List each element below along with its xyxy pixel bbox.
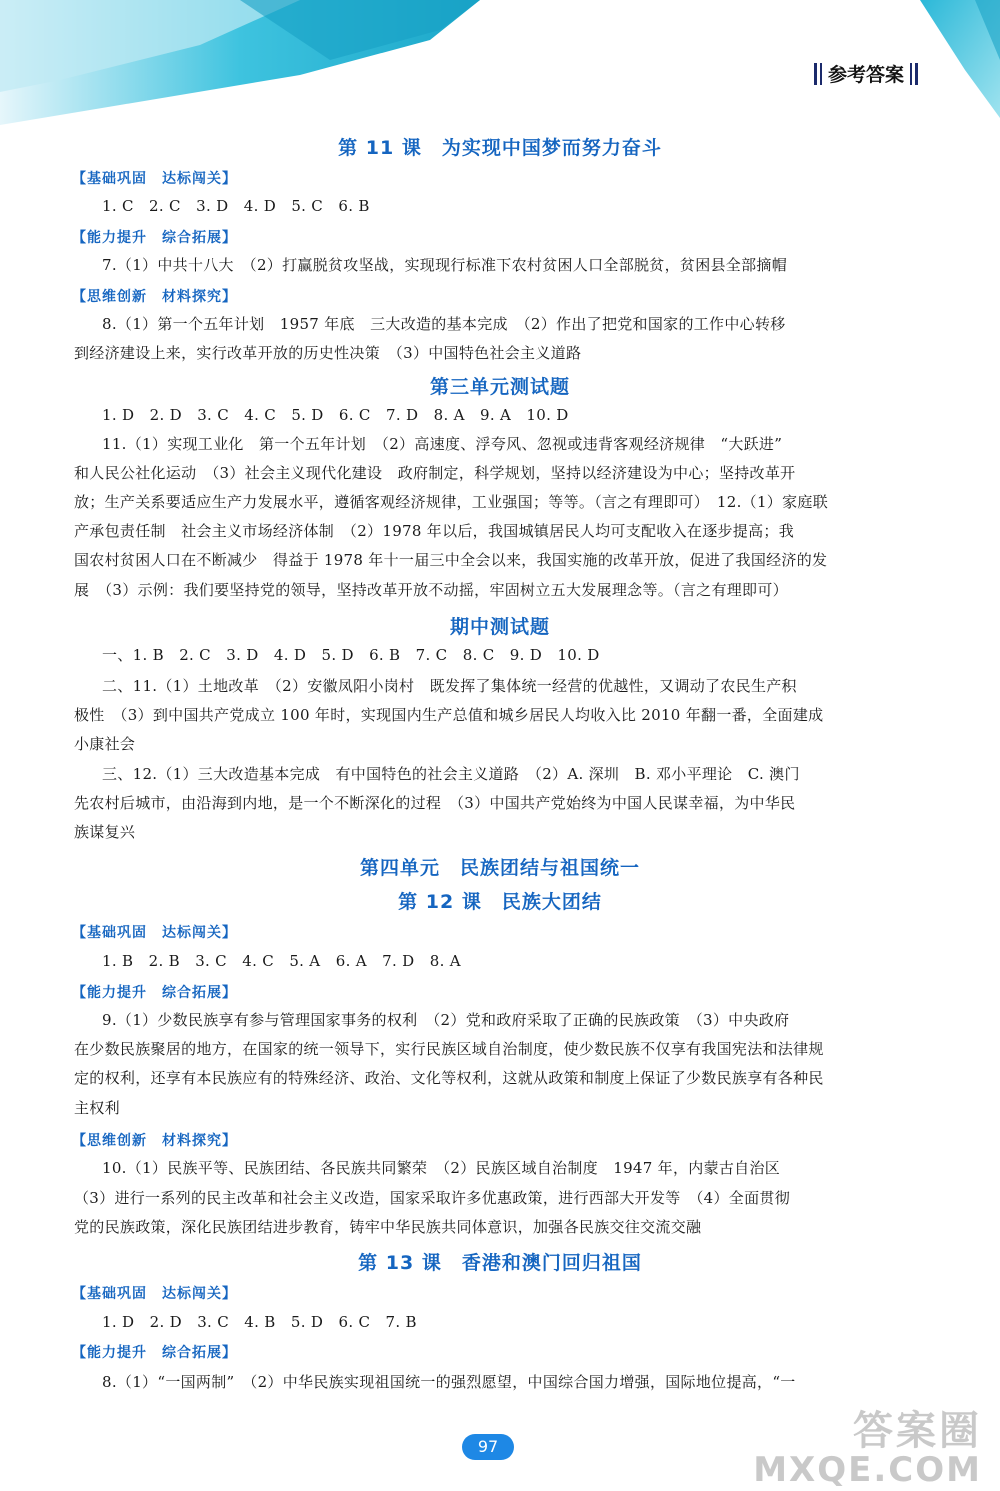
lesson13-answers-basic: 1. D 2. D 3. C 4. B 5. D 6. C 7. B bbox=[102, 1313, 417, 1331]
unit3-answer-line: 展 （3）示例：我们要坚持党的领导，坚持改革开放不动摇，牢固树立五大发展理念等。（言之有理即可） bbox=[74, 581, 788, 599]
unit4-title: 第四单元 民族团结与祖国统一 bbox=[359, 857, 640, 879]
unit3-answer-line: 放；生产关系要适应生产力发展水平，遵循客观经济规律，工业强国；等等。（言之有理即可） 12.（1）家庭联 bbox=[74, 493, 829, 511]
lesson12-answer-line: 党的民族政策，深化民族团结进步教育，铸牢中华民族共同体意识，加强各民族交往交流交融 bbox=[74, 1218, 702, 1236]
header-label bbox=[814, 60, 918, 87]
unit3-test-title: 第三单元测试题 bbox=[429, 376, 570, 398]
unit3-answer-line: 产承包责任制 社会主义市场经济体制 （2）1978 年以后，我国城镇居民人均可支配收入在逐步提高；我 bbox=[74, 522, 794, 540]
lesson12-answer-line: 主权利 bbox=[74, 1099, 120, 1117]
midterm-answer-line: 小康社会 bbox=[74, 735, 136, 753]
lesson13-title: 第 13 课 香港和澳门回归祖国 bbox=[358, 1252, 642, 1274]
lesson12-answer-line: 9.（1）少数民族享有参与管理国家事务的权利 （2）党和政府采取了正确的民族政策 （3）中央政府 bbox=[102, 1011, 790, 1029]
unit3-answer-line: 国农村贫困人口在不断减少 得益于 1978 年十一届三中全会以来，我国实施的改革开放，促进了我国经济的发 bbox=[74, 551, 828, 569]
lesson11-answers-ability: 7.（1）中共十八大 （2）打赢脱贫攻坚战，实现现行标准下农村贫困人口全部脱贫，贫困县全部摘帽 bbox=[102, 256, 788, 274]
left-bars-decoration bbox=[814, 63, 822, 85]
lesson12-title: 第 12 课 民族大团结 bbox=[398, 891, 602, 913]
midterm-answer-line: 族谋复兴 bbox=[74, 823, 136, 841]
midterm-answer-line: 先农村后城市，由沿海到内地，是一个不断深化的过程 （3）中国共产党始终为中国人民谋幸福，为中华民 bbox=[74, 794, 796, 812]
lesson11-tag-basic: 【基础巩固 达标闯关】 bbox=[72, 171, 237, 187]
lesson12-tag-basic: 【基础巩固 达标闯关】 bbox=[72, 925, 237, 941]
lesson12-answer-line: （3）进行一系列的民主改革和社会主义改造，国家采取许多优惠政策，进行西部大开发等 （4）全面贯彻 bbox=[74, 1189, 790, 1207]
header-label-text: 参考答案 bbox=[827, 64, 904, 86]
lesson11-tag-thinking: 【思维创新 材料探究】 bbox=[72, 289, 237, 305]
unit3-answer-line: 和人民公社化运动 （3）社会主义现代化建设 政府制定，科学规划，坚持以经济建设为中心；坚持改革开 bbox=[74, 464, 796, 482]
watermark-url: MXQE.COM bbox=[753, 1450, 982, 1490]
lesson11-answers-basic: 1. C 2. C 3. D 4. D 5. C 6. B bbox=[102, 197, 370, 215]
lesson12-answer-line: 在少数民族聚居的地方，在国家的统一领导下，实行民族区域自治制度，使少数民族不仅享有我国宪法和法律规 bbox=[74, 1040, 824, 1058]
right-bars-decoration bbox=[910, 63, 918, 85]
midterm-answer-line: 极性 （3）到中国共产党成立 100 年时，实现国内生产总值和城乡居民人均收入比 2010 年翻一番，全面建成 bbox=[74, 706, 824, 724]
lesson12-tag-ability: 【能力提升 综合拓展】 bbox=[72, 985, 237, 1001]
watermark bbox=[753, 1410, 982, 1488]
lesson11-answer-line: 到经济建设上来，实行改革开放的历史性决策 （3）中国特色社会主义道路 bbox=[74, 344, 582, 362]
lesson12-tag-thinking: 【思维创新 材料探究】 bbox=[72, 1133, 237, 1149]
lesson12-answer-line: 定的权利，还享有本民族应有的特殊经济、政治、文化等权利，这就从政策和制度上保证了少数民族享有各种民 bbox=[74, 1069, 824, 1087]
midterm-answer-line: 二、11.（1）土地改革 （2）安徽凤阳小岗村 既发挥了集体统一经营的优越性，又调动了农民生产积 bbox=[102, 677, 797, 695]
midterm-answer-line: 三、12.（1）三大改造基本完成 有中国特色的社会主义道路 （2）A. 深圳 B. 邓小平理论 C. 澳门 bbox=[102, 765, 800, 783]
lesson11-tag-ability: 【能力提升 综合拓展】 bbox=[72, 230, 237, 246]
page-number: 97 bbox=[462, 1434, 514, 1460]
watermark-text: 答案圈 bbox=[853, 1408, 982, 1454]
unit3-answer-line: 11.（1）实现工业化 第一个五年计划 （2）高速度、浮夸风、忽视或违背客观经济规律 “大跃进” bbox=[102, 435, 783, 453]
lesson11-answer-line: 8.（1）第一个五年计划 1957 年底 三大改造的基本完成 （2）作出了把党和国家的工作中心转移 bbox=[102, 315, 786, 333]
lesson12-answer-line: 10.（1）民族平等、民族团结、各民族共同繁荣 （2）民族区域自治制度 1947 年，内蒙古自治区 bbox=[102, 1159, 781, 1177]
lesson11-title: 第 11 课 为实现中国梦而努力奋斗 bbox=[338, 137, 662, 159]
midterm-answer-line: 一、1. B 2. C 3. D 4. D 5. D 6. B 7. C 8. C 9. D 10. D bbox=[102, 646, 600, 664]
lesson13-tag-ability: 【能力提升 综合拓展】 bbox=[72, 1345, 237, 1361]
lesson13-tag-basic: 【基础巩固 达标闯关】 bbox=[72, 1286, 237, 1302]
midterm-title: 期中测试题 bbox=[449, 616, 550, 638]
lesson12-answers-basic: 1. B 2. B 3. C 4. C 5. A 6. A 7. D 8. A bbox=[102, 952, 461, 970]
unit3-answers-choice: 1. D 2. D 3. C 4. C 5. D 6. C 7. D 8. A 9. A 10. D bbox=[102, 406, 569, 424]
lesson13-answer-line: 8.（1）“一国两制” （2）中华民族实现祖国统一的强烈愿望，中国综合国力增强，国际地位提高，“一 bbox=[102, 1373, 796, 1391]
